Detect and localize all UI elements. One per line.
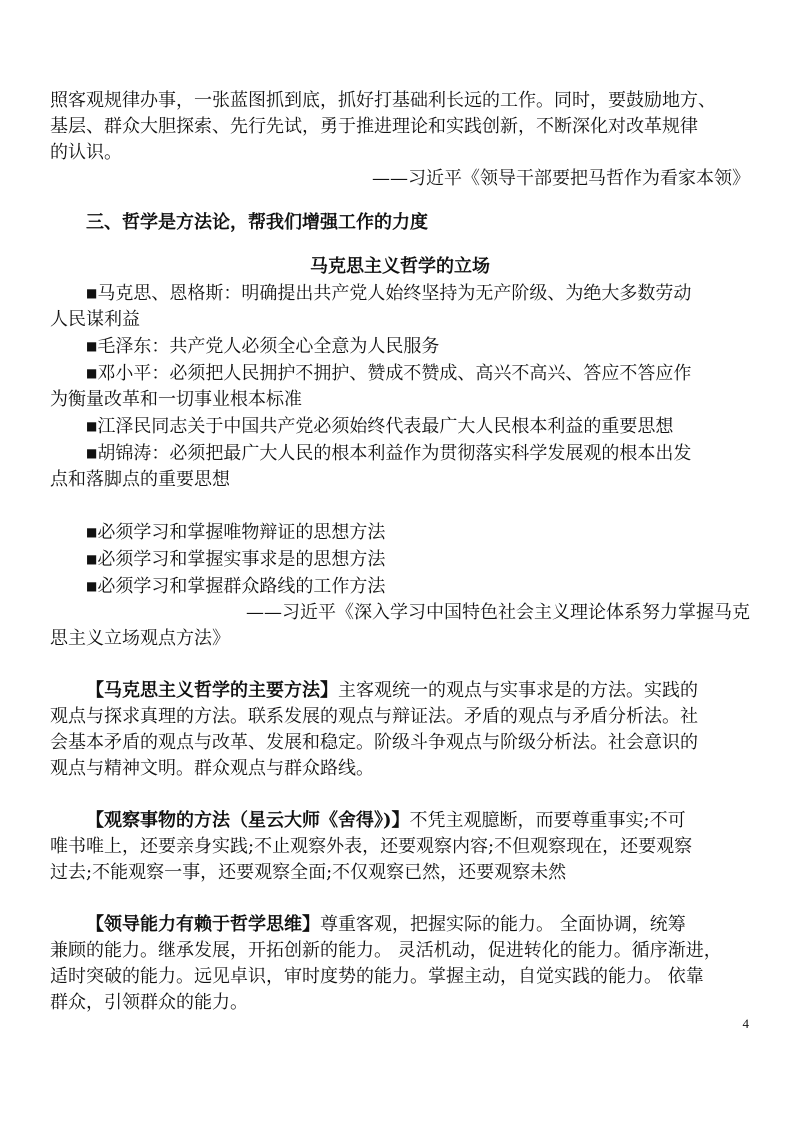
paragraph-first-line: [50, 912, 750, 938]
paragraph-text: 尊重客观，把握实际的能力。 全面协调，统筹: [320, 914, 686, 935]
square-bullet-icon: ■: [86, 446, 98, 460]
intro-paragraph: [50, 88, 750, 192]
square-bullet-icon: ■: [86, 525, 98, 539]
stance-citation-line: 思主义立场观点方法》: [50, 628, 230, 649]
intro-line: 照客观规律办事，一张蓝图抓到底，抓好打基础利长远的工作。同时，要鼓励地方、: [50, 90, 716, 111]
intro-citation: ——习近平《领导干部要把马哲作为看家本领》: [372, 168, 750, 189]
leadership-label: 【领导能力有赖于哲学思维】: [86, 914, 320, 935]
paragraph-line: 会基本矛盾的观点与改革、发展和稳定。阶级斗争观点与阶级分析法。社会意识的: [50, 732, 698, 753]
stance-bullet-item: [50, 360, 750, 387]
paragraph-line: 适时突破的能力。远见卓识，审时度势的能力。掌握主动，自觉实践的能力。 依靠: [50, 966, 704, 987]
square-bullet-icon: ■: [86, 366, 98, 380]
main-methods-paragraph: [50, 678, 750, 782]
method-bullet-item: [50, 519, 750, 546]
method-bullet-item: [50, 546, 750, 573]
stance-bullet-text: 邓小平：必须把人民拥护不拥护、赞成不赞成、高兴不高兴、答应不答应作: [97, 363, 692, 384]
paragraph-text: 主客观统一的观点与实事求是的方法。实践的: [338, 680, 698, 701]
paragraph-line: 兼顾的能力。继承发展，开拓创新的能力。 灵活机动，促进转化的能力。循序渐进，: [50, 940, 722, 961]
paragraph-line: 群众，引领群众的能力。: [50, 992, 248, 1013]
stance-bullet-item: [50, 413, 750, 440]
main-methods-label: 【马克思主义哲学的主要方法】: [86, 680, 338, 701]
paragraph-text: 不凭主观臆断，而要尊重事实;不可: [409, 810, 686, 831]
stance-bullet-item: [50, 280, 750, 307]
paragraph-line: 过去;不能观察一事，还要观察全面;不仅观察已然，还要观察未然: [50, 862, 567, 883]
paragraph-line: 观点与探求真理的方法。联系发展的观点与辩证法。矛盾的观点与矛盾分析法。社: [50, 706, 698, 727]
square-bullet-icon: ■: [86, 552, 98, 566]
stance-bullet-item: [50, 440, 750, 467]
square-bullet-icon: ■: [86, 286, 98, 300]
intro-line: 基层、群众大胆探索、先行先试，勇于推进理论和实践创新，不断深化对改革规律: [50, 116, 698, 137]
stance-bullet-text: 马克思、恩格斯：明确提出共产党人始终坚持为无产阶级、为绝大多数劳动: [97, 283, 692, 304]
square-bullet-icon: ■: [86, 419, 98, 433]
square-bullet-icon: ■: [86, 579, 98, 593]
stance-title: 马克思主义哲学的立场: [310, 256, 490, 277]
page-number: 4: [742, 1016, 749, 1031]
square-bullet-icon: ■: [86, 339, 98, 353]
stance-bullet-continuation: 为衡量改革和一切事业根本标准: [50, 389, 302, 410]
method-bullet-text: 必须学习和掌握群众路线的工作方法: [97, 576, 386, 597]
section-heading: 三、哲学是方法论，帮我们增强工作的力度: [86, 212, 428, 233]
paragraph-first-line: [50, 808, 750, 834]
stance-bullet-continuation: 人民谋利益: [50, 309, 140, 330]
observe-label: 【观察事物的方法（星云大师《舍得》)】: [86, 810, 410, 831]
stance-block: [50, 254, 750, 652]
stance-citation-line: ——习近平《深入学习中国特色社会主义理论体系努力掌握马克: [246, 602, 750, 623]
method-bullet-text: 必须学习和掌握唯物辩证的思想方法: [97, 522, 386, 543]
stance-bullet-text: 江泽民同志关于中国共产党必须始终代表最广大人民根本利益的重要思想: [97, 416, 674, 437]
stance-bullet-continuation: 点和落脚点的重要思想: [50, 469, 230, 490]
observe-paragraph: [50, 808, 750, 886]
paragraph-line: 观点与精神文明。群众观点与群众路线。: [50, 758, 374, 779]
stance-bullet-text: 毛泽东：共产党人必须全心全意为人民服务: [97, 336, 440, 357]
stance-bullet-item: [50, 333, 750, 360]
intro-line: 的认识。: [50, 142, 122, 163]
leadership-paragraph: [50, 912, 750, 1016]
method-bullet-text: 必须学习和掌握实事求是的思想方法: [97, 549, 386, 570]
paragraph-line: 唯书唯上，还要亲身实践;不止观察外表，还要观察内容;不但观察现在，还要观察: [50, 836, 693, 857]
document-page: [50, 88, 750, 1016]
stance-bullet-text: 胡锦涛：必须把最广大人民的根本利益作为贯彻落实科学发展观的根本出发: [97, 443, 692, 464]
paragraph-first-line: [50, 678, 750, 704]
method-bullet-item: [50, 573, 750, 600]
